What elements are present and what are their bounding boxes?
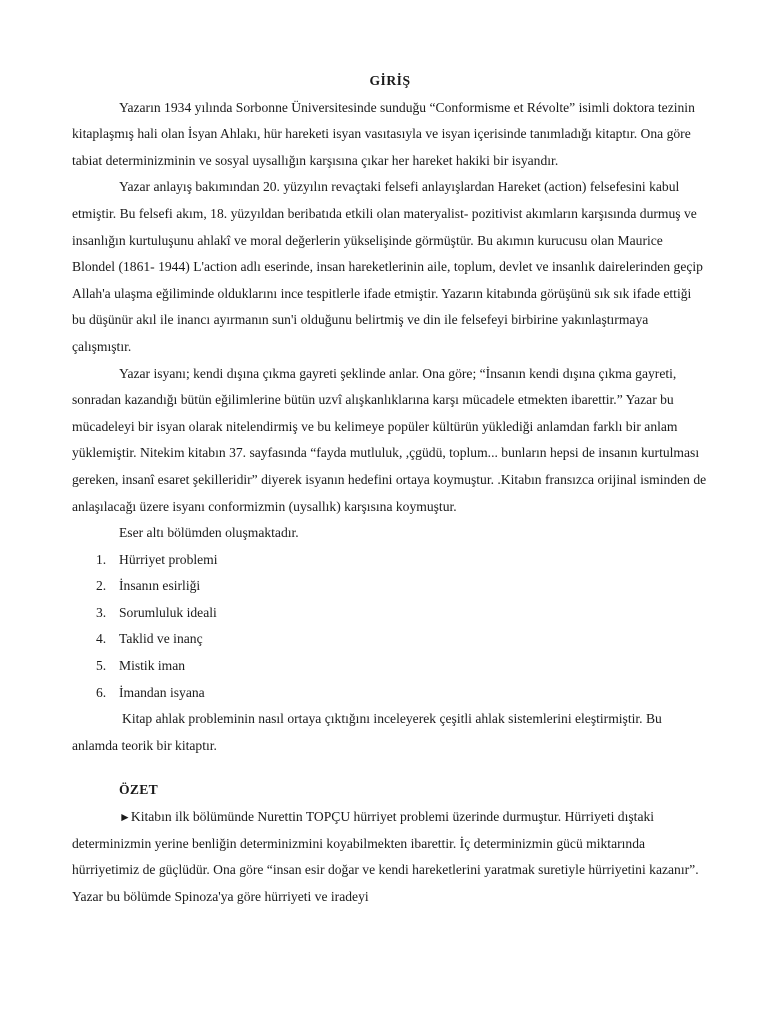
chapter-number: 1.: [96, 551, 107, 567]
summary-paragraph: [72, 804, 708, 910]
chapter-number: 4.: [96, 631, 107, 647]
chapter-title: Sorumluluk ideali: [119, 604, 217, 620]
chapter-number: 2.: [96, 578, 107, 594]
chapter-item: [72, 573, 708, 600]
chapter-title: Taklid ve inanç: [119, 631, 203, 647]
chapter-title: İmandan isyana: [119, 684, 205, 700]
chapter-number: 5.: [96, 658, 107, 674]
intro-paragraph-1: Yazarın 1934 yılında Sorbonne Üniversitesinde sunduğu “Conformisme et Révolte” isimli doktora tezinin kitaplaşmış hali olan İsyan Ahlakı, hür hareketi isyan vasıtasıyla ve isyan içerisinde tanımladığı kitaptır. Ona göre tabiat determinizminin ve sosyal uysallığın karşısına çıkar her hareket hakiki bir isyandır.: [72, 99, 695, 168]
intro-heading: GİRİŞ: [369, 73, 411, 88]
chapter-item: [72, 547, 708, 574]
chapter-number: 6.: [96, 684, 107, 700]
intro-paragraph-4: Eser altı bölümden oluşmaktadır.: [119, 525, 299, 541]
arrow-bullet-icon: ►: [119, 810, 131, 825]
intro-paragraph-2: Yazar anlayış bakımından 20. yüzyılın revaçtaki felsefi anlayışlardan Hareket (action) felsefesini kabul etmiştir. Bu felsefi akım, 18. yüzyıldan beribatıda etkili olan materyalist- pozitivist akımların karşısında durmuş ve insanlığın kurtuluşunu ahlakî ve moral değerlerin yükselişinde görmüştür. Bu akımın kurucusu olan Maurice Blondel (1861- 1944) L'action adlı eserinde, insan hareketlerinin aile, toplum, devlet ve insanlık dairelerinden geçip Allah'a ulaşma eğiliminde olduklarını ince tespitlerle ifade etmiştir. Yazarın kitabında görüşünü sık sık ifade ettiği bu düşünür akıl ile inancı ayırmanın sun'i olduğunu belirtmiş ve din ile felsefeyi birbirine yakınlaştırmaya çalışmıştır.: [72, 179, 703, 354]
intro-paragraph-3: Yazar isyanı; kendi dışına çıkma gayreti şeklinde anlar. Ona göre; “İnsanın kendi dışına çıkma gayreti, sonradan kazandığı bütün eğilimlerine bütün uzvî alışkanlıklarına karşı mücadele etmekten ibarettir.” Yazar bu mücadeleyi bir isyan olarak nitelendirmiş ve bu kelimeye popüler kültürün yüklediği anlamdan farklı bir anlam yüklemiştir. Nitekim kitabın 37. sayfasında “fayda mutluluk, ,çgüdü, toplum... bunların hepsi de insanın kurtulması gereken, insanî esaret şekilleridir” diyerek isyanın hedefini ortaya koymuştur. .Kitabın fransızca orijinal isminden de anlaşılacağı üzere isyanı conformizmin (uysallık) karşısına koymuştur.: [72, 365, 707, 514]
chapter-title: Mistik iman: [119, 658, 186, 674]
chapter-item: [72, 626, 708, 653]
intro-closing-paragraph: Kitap ahlak probleminin nasıl ortaya çıktığını inceleyerek çeşitli ahlak sistemlerini eleştirmiştir. Bu anlamda teorik bir kitaptır.: [72, 711, 662, 753]
chapter-item: [72, 600, 708, 627]
chapter-item: [72, 653, 708, 680]
summary-paragraph-text: Kitabın ilk bölümünde Nurettin TOPÇU hürriyet problemi üzerinde durmuştur. Hürriyeti dıştaki determinizmin yerine benliğin determinizmini koyabilmekten ibarettir. İç determinizmin gücü miktarında hürriyetimiz de güçlüdür. Ona göre “insan esir doğar ve kendi hareketlerini yaratmak suretiyle hürriyetini kazanır”. Yazar bu bölümde Spinoza'ya göre hürriyeti ve iradeyi: [72, 809, 699, 904]
chapter-list: [72, 547, 708, 707]
chapter-title: Hürriyet problemi: [119, 551, 218, 567]
chapter-number: 3.: [96, 604, 107, 620]
section-spacer: [72, 759, 708, 777]
chapter-item: [72, 680, 708, 707]
chapter-title: İnsanın esirliği: [119, 578, 201, 594]
summary-heading: ÖZET: [119, 782, 158, 798]
